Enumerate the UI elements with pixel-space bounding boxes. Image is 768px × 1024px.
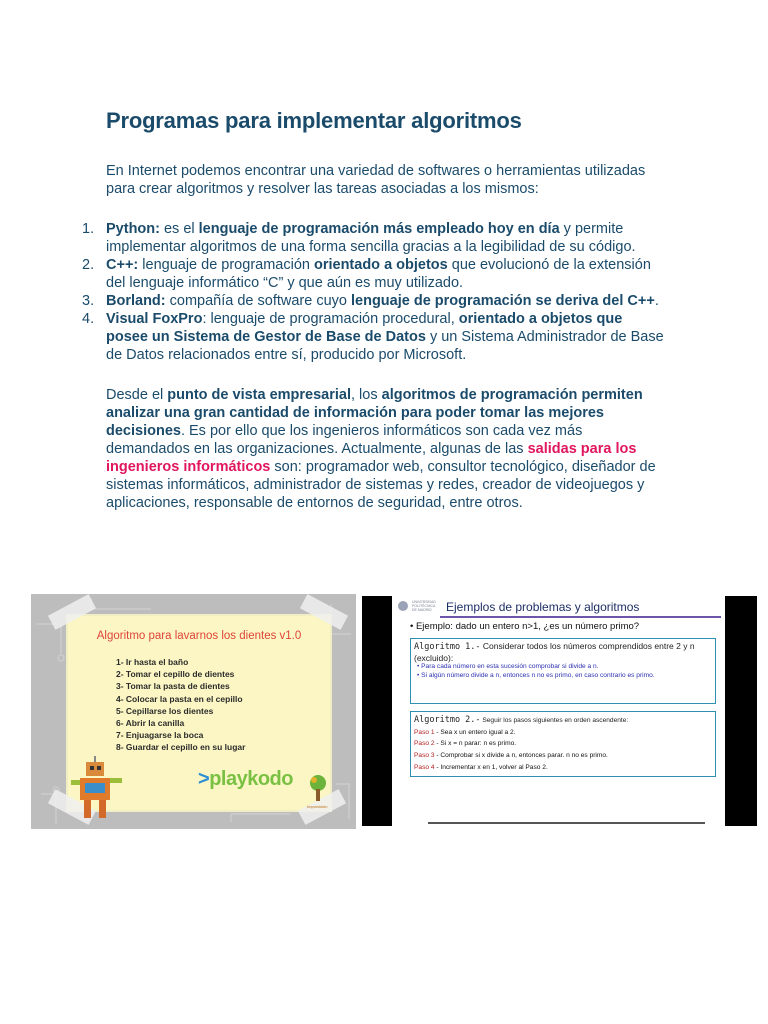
algo1-items: [411, 663, 715, 680]
playkodo-logo: >playkodo: [198, 768, 293, 790]
document-body: [82, 108, 666, 512]
text-run: Desde el: [106, 387, 168, 403]
tree-logo-label: Improvisión: [307, 804, 328, 809]
software-list: [82, 220, 666, 364]
algorithm-step: 8- Guardar el cepillo en su lugar: [116, 742, 246, 753]
text-run: es el: [159, 221, 199, 237]
algorithm-step: 2- Tomar el cepillo de dientes: [116, 669, 235, 680]
algorithm-step: 7- Enjuagarse la boca: [116, 730, 204, 741]
steps-list: [116, 656, 245, 754]
step-text: - Incrementar x en 1, volver al Paso 2.: [434, 763, 548, 771]
step-label: Paso 2: [414, 740, 435, 748]
text-run: lenguaje de programación: [138, 257, 314, 273]
emphasis-text: salidas para los ingenieros informáticos: [106, 441, 637, 475]
slide-bottom-rule: [428, 822, 705, 824]
closing-paragraph: [106, 386, 666, 512]
algo2-step: [411, 727, 715, 739]
software-list-item: [82, 310, 666, 364]
text-run: compañía de software cuyo: [165, 293, 351, 309]
text-run: que evolucionó de la extensión del lenguaje informático “C” y que aún es muy utilizado.: [106, 257, 651, 291]
text-run: .: [654, 293, 659, 309]
step-text: - Comprobar si x divide a n, entonces parar. n no es primo.: [434, 752, 608, 760]
algo1-item: • Si algún número divide a n, entonces n no es primo, en caso contrario es primo.: [417, 671, 655, 679]
algo1-text: Considerar todos los números comprendidos entre 2 y n (excluido):: [414, 641, 695, 663]
university-name: UNIVERSIDAD POLITÉCNICA DE MADRID: [412, 600, 436, 612]
software-list-item: [82, 220, 666, 256]
algo2-step: [411, 738, 715, 750]
list-number: 1.: [82, 221, 95, 237]
text-run: . Es por ello que los ingenieros informáticos son cada vez más demandados en las organizaciones. Actualmente, algunas de las: [106, 423, 583, 457]
robot-icon: [69, 754, 129, 826]
text-run: : lenguaje de programación procedural,: [202, 311, 459, 327]
algo2-text: Seguir los pasos siguientes en orden ascendente:: [480, 717, 629, 724]
title-divider: [440, 616, 721, 618]
example-bullet: • Ejemplo: dado un entero n>1, ¿es un número primo?: [410, 621, 640, 632]
board-title: Algoritmo para lavarnos los dientes v1.0: [96, 630, 302, 642]
page-title: Programas para implementar algoritmos: [106, 108, 522, 133]
intro-paragraph: En Internet podemos encontrar una variedad de softwares o herramientas utilizadas para crear algoritmos y resolver las tareas asociadas a los mismos:: [106, 163, 646, 197]
university-seal-icon: [398, 601, 408, 611]
algo2-step: [411, 762, 715, 774]
algorithm-step: 6- Abrir la canilla: [116, 718, 185, 729]
step-label: Paso 3: [414, 752, 435, 760]
algo2-steps: [411, 727, 715, 774]
list-number: 2.: [82, 257, 95, 273]
step-text: - Si x = n parar: n es primo.: [434, 740, 517, 748]
algo2-step: [411, 750, 715, 762]
algorithm-step: 1- Ir hasta el baño: [116, 657, 189, 667]
prime-algorithms-slide-image: [362, 596, 757, 826]
toothbrush-algorithm-image: [31, 594, 356, 829]
text-run: son: programador web, consultor tecnológico, diseñador de sistemas informáticos, administrador de sistemas y redes, creador de videojuegos y aplicaciones, responsable de entornos de seguridad, entre otros.: [106, 459, 656, 511]
algorithm-step: 4- Colocar la pasta en el cepillo: [116, 693, 243, 704]
algo1-item: • Para cada número en esta sucesión comprobar si divide a n.: [417, 663, 599, 670]
text-run: , los: [351, 387, 382, 403]
algorithm-step: 3- Tomar la pasta de dientes: [116, 681, 230, 692]
algorithm-1-box: [410, 638, 716, 704]
step-text: - Sea x un entero igual a 2.: [434, 728, 516, 736]
tree-logo-icon: [309, 774, 327, 804]
text-run: y permite implementar algoritmos de una forma sencilla gracias a la legibilidad de su código.: [106, 221, 636, 255]
step-label: Paso 4: [414, 763, 435, 771]
emphasis-text: algoritmos de programación permiten analizar una gran cantidad de información para poder tomar las mejores decisiones: [106, 387, 643, 439]
emphasis-text: Python:: [106, 221, 160, 237]
software-list-item: [82, 256, 666, 292]
emphasis-text: C++:: [106, 257, 139, 273]
list-number: 3.: [82, 293, 95, 309]
slide: [392, 596, 725, 826]
emphasis-text: punto de vista empresarial: [167, 387, 351, 403]
list-number: 4.: [82, 311, 95, 327]
slide-title: Ejemplos de problemas y algoritmos: [446, 600, 640, 614]
algorithm-2-box: [410, 711, 716, 777]
emphasis-text: orientado a objetos que posee un Sistema de Gestor de Base de Datos: [106, 311, 623, 345]
software-list-item: [82, 292, 666, 310]
emphasis-text: lenguaje de programación se deriva del C++: [351, 293, 655, 309]
emphasis-text: Borland:: [106, 293, 166, 309]
emphasis-text: lenguaje de programación más empleado hoy en día: [198, 221, 560, 237]
algorithm-step: 5- Cepillarse los dientes: [116, 705, 214, 716]
emphasis-text: Visual FoxPro: [106, 311, 203, 327]
algo2-label: Algoritmo 2.-: [414, 715, 481, 725]
step-label: Paso 1: [414, 728, 435, 736]
emphasis-text: orientado a objetos: [313, 257, 448, 273]
text-run: y un Sistema Administrador de Base de Datos relacionados entre sí, producido por Microsoft.: [106, 329, 664, 363]
algo1-label: Algoritmo 1.-: [414, 642, 481, 652]
